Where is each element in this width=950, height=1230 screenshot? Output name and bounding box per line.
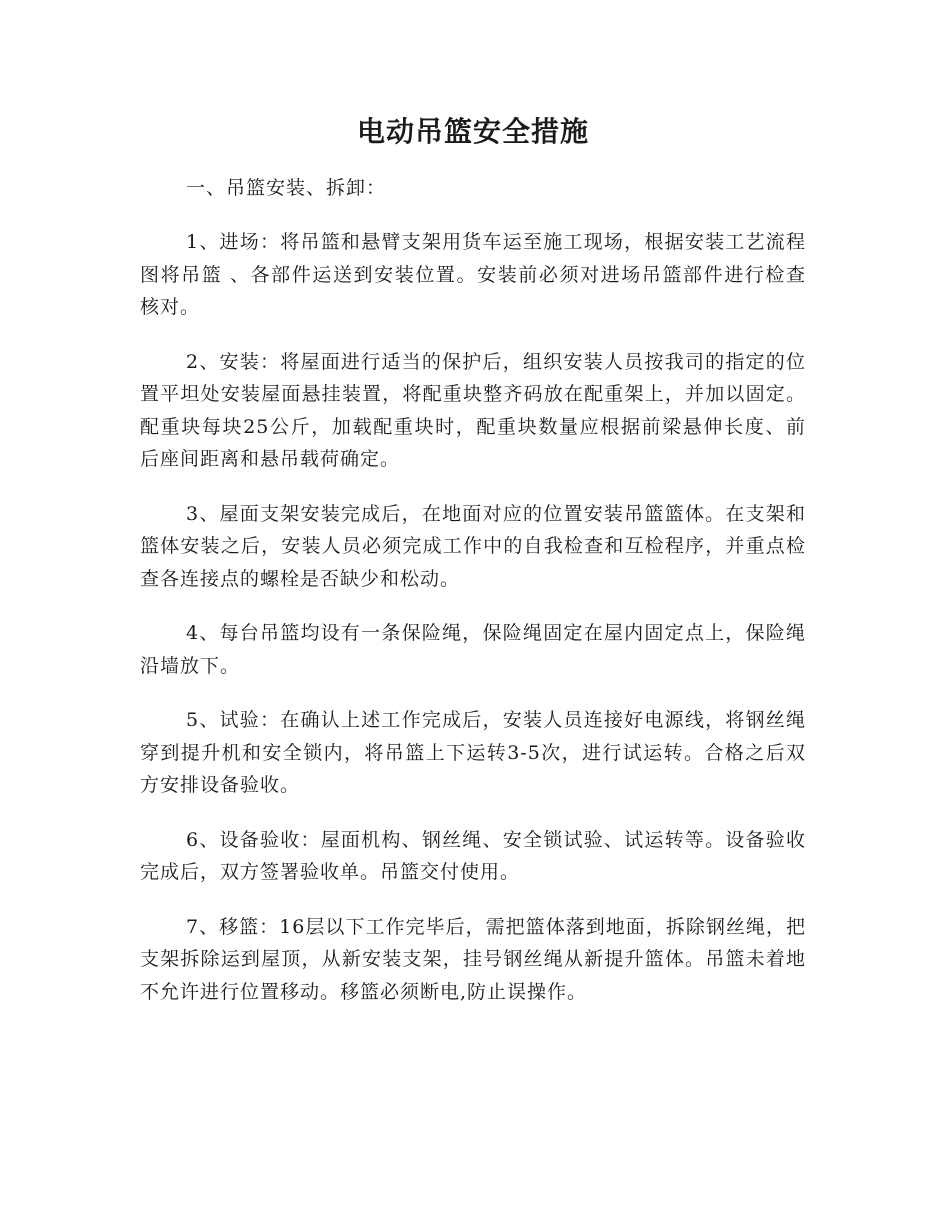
paragraph-4: 4、每台吊篮均设有一条保险绳，保险绳固定在屋内固定点上，保险绳沿墙放下。: [140, 622, 806, 677]
paragraph-3: 3、屋面支架安装完成后，在地面对应的位置安装吊篮篮体。在支架和篮体安装之后，安装人员必须完成工作中的自我检查和互检程序，并重点检查各连接点的螺栓是否缺少和松动。: [140, 502, 806, 590]
paragraph-1: 1、进场：将吊篮和悬臂支架用货车运至施工现场，根据安装工艺流程图将吊篮 、各部件运送到安装位置。安装前必须对进场吊篮部件进行检查核对。: [140, 231, 806, 318]
document-page: [140, 112, 806, 1030]
section-heading: 一、吊篮安装、拆卸：: [186, 177, 387, 199]
paragraph-2: 2、安装：将屋面进行适当的保护后，组织安装人员按我司的指定的位置平坦处安装屋面悬挂装置，将配重块整齐码放在配重架上，并加以固定。配重块每块25公斤，加载配重块时，配重块数量应根据前梁悬伸长度、前后座间距离和悬吊载荷确定。: [140, 350, 806, 470]
paragraph-7: 7、移篮：16层以下工作完毕后，需把篮体落到地面，拆除钢丝绳，把支架拆除运到屋顶，从新安装支架，挂号钢丝绳从新提升篮体。吊篮未着地不允许进行位置移动。移篮必须断电,防止误操作。: [140, 915, 806, 1003]
paragraph-5: 5、试验：在确认上述工作完成后，安装人员连接好电源线，将钢丝绳穿到提升机和安全锁内，将吊篮上下运转3-5次，进行试运转。合格之后双方安排设备验收。: [140, 709, 806, 796]
document-title: 电动吊篮安全措施: [356, 115, 589, 148]
paragraph-6: 6、设备验收：屋面机构、钢丝绳、安全锁试验、试运转等。设备验收完成后，双方签署验收单。吊篮交付使用。: [140, 828, 806, 883]
